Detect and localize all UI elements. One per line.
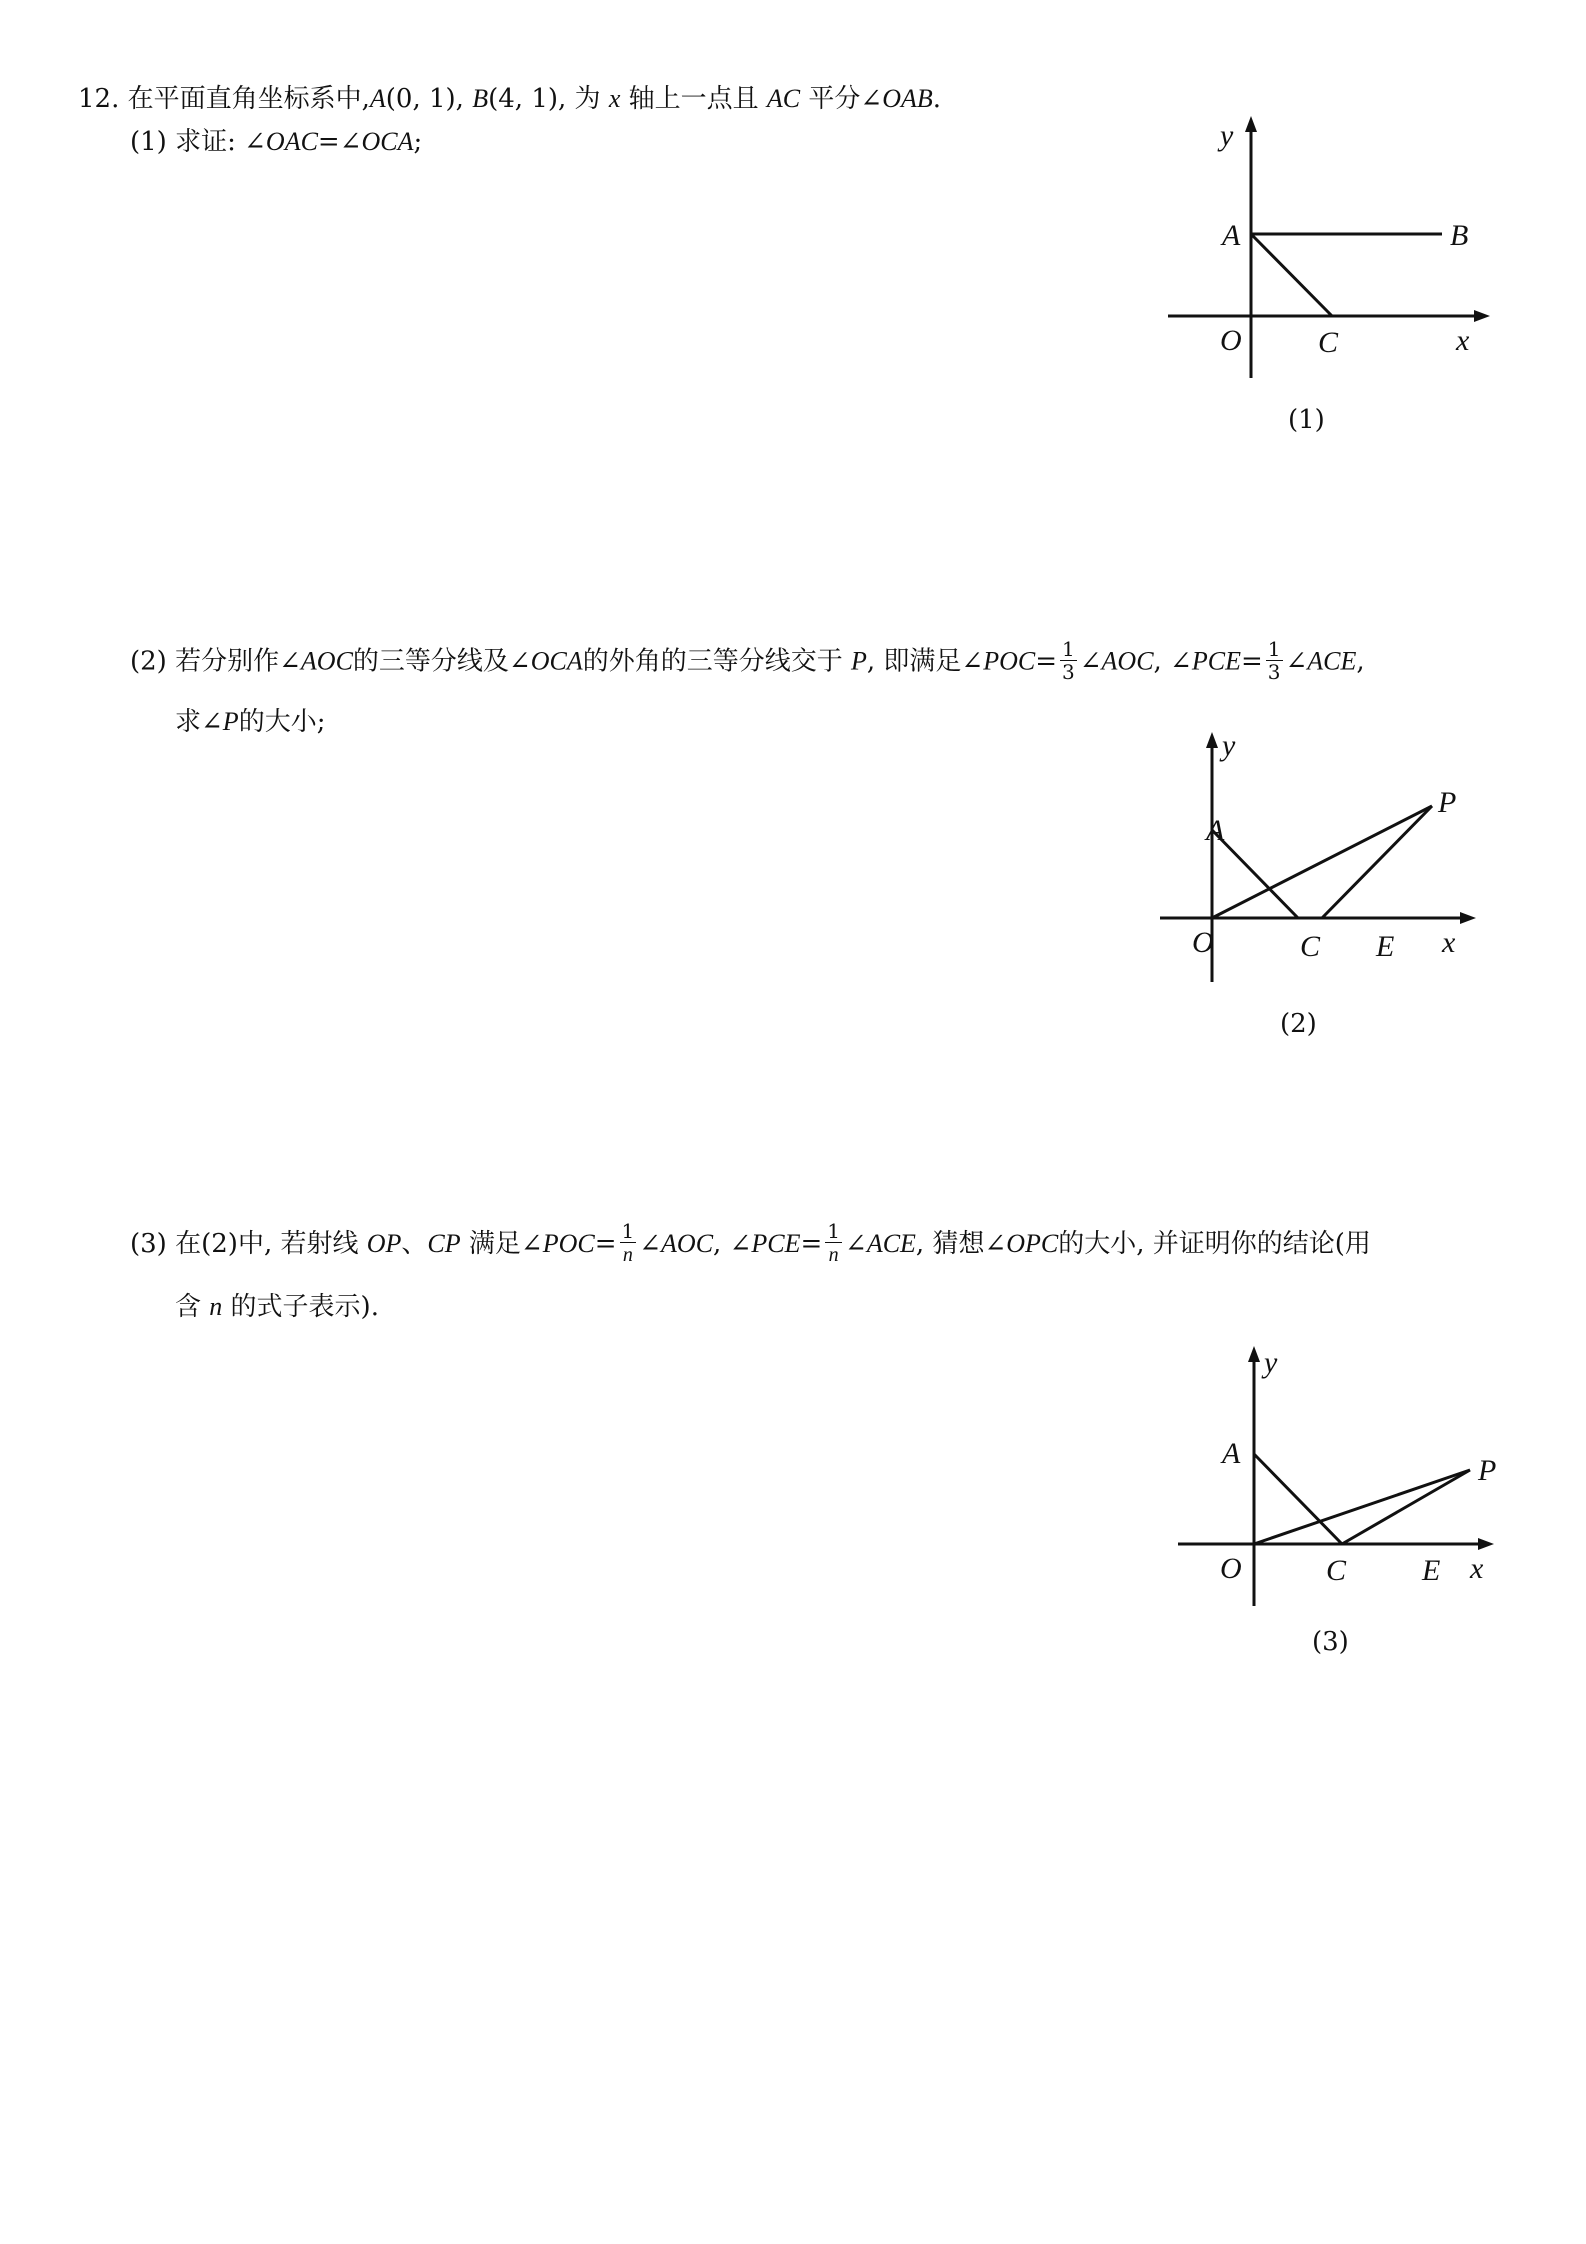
- problem-stem: [78, 82, 941, 116]
- angle-symbol: ∠: [639, 1229, 662, 1259]
- label-p: P: [1438, 786, 1457, 819]
- figure-2: [1150, 720, 1490, 1050]
- angle-oab: OAB: [882, 84, 933, 113]
- label-c: C: [1300, 930, 1321, 963]
- part2-text: , ∠: [1153, 646, 1192, 677]
- angle-pce: PCE: [751, 1229, 801, 1258]
- angle-aoc: AOC: [1101, 646, 1154, 676]
- equals: =∠: [317, 127, 362, 157]
- stem-text: 平分∠: [808, 84, 883, 114]
- part1-question: [130, 125, 422, 159]
- part3-text: 含: [175, 1292, 202, 1322]
- label-c: C: [1318, 326, 1339, 359]
- part3-text: 的式子表示).: [230, 1292, 379, 1322]
- part3-text: 在(2)中, 若射线: [175, 1229, 359, 1259]
- label-a: A: [1222, 219, 1241, 252]
- var-n: n: [209, 1292, 223, 1321]
- y-axis-arrow-icon: [1248, 1346, 1260, 1362]
- angle-oca: OCA: [530, 646, 583, 676]
- segment-ac: AC: [766, 84, 801, 113]
- part3-text: , 猜想∠: [915, 1229, 1007, 1259]
- label-y: y: [1220, 119, 1234, 152]
- angle-ace: ACE: [1307, 646, 1357, 676]
- label-e: E: [1376, 930, 1395, 963]
- part3-text: 满足∠: [468, 1229, 543, 1259]
- label-o: O: [1220, 1552, 1242, 1585]
- label-e: E: [1422, 1554, 1441, 1587]
- label-p: P: [1478, 1454, 1497, 1487]
- stem-text: 在平面直角坐标系中,: [127, 84, 370, 114]
- angle-symbol: ∠: [1079, 646, 1102, 677]
- label-a: A: [1206, 814, 1225, 847]
- point-b: B: [472, 84, 489, 113]
- part2-text: 若分别作∠: [175, 646, 301, 677]
- x-axis-arrow-icon: [1460, 912, 1476, 924]
- fraction-denominator: [825, 1243, 842, 1266]
- equals: =: [1035, 646, 1057, 677]
- label-b: B: [1450, 219, 1469, 252]
- part3-text: 的大小, 并证明你的结论(用: [1058, 1229, 1371, 1259]
- angle-aoc: AOC: [661, 1229, 714, 1258]
- angle-oca: OCA: [361, 127, 414, 156]
- figure-1: [1160, 110, 1490, 440]
- x-axis-arrow-icon: [1474, 310, 1490, 322]
- part2-text: 的外角的三等分线交于: [582, 646, 843, 677]
- part3-question-line2: [175, 1290, 379, 1324]
- part3-label: (3): [130, 1229, 167, 1259]
- label-x: x: [1442, 926, 1456, 959]
- part2-text: , 即满足∠: [866, 646, 984, 677]
- part1-label: (1): [130, 127, 167, 157]
- part2-text: 求∠: [175, 707, 223, 737]
- y-axis-arrow-icon: [1245, 116, 1257, 132]
- angle-opc: OPC: [1006, 1229, 1059, 1258]
- angle-poc: POC: [983, 646, 1036, 676]
- part2-question-line2: [175, 705, 325, 739]
- fraction-one-over-n: [620, 1220, 637, 1266]
- fraction-one-third: [1060, 638, 1077, 683]
- angle-pce: PCE: [1191, 646, 1241, 676]
- x-axis-arrow-icon: [1478, 1538, 1494, 1550]
- label-o: O: [1220, 324, 1242, 357]
- ray-cp: [1322, 806, 1432, 918]
- var-n: n: [828, 1244, 839, 1266]
- point-p: P: [850, 646, 867, 676]
- part1-text: 求证: ∠: [175, 127, 266, 157]
- fraction-numerator: 1: [1062, 637, 1075, 661]
- angle-symbol: ∠: [845, 1229, 867, 1259]
- part2-text: ,: [1356, 646, 1365, 677]
- problem-number: 12.: [78, 84, 120, 114]
- fraction-numerator: 1: [1267, 637, 1281, 661]
- part3-text: 、: [401, 1229, 428, 1259]
- label-y: y: [1222, 729, 1236, 762]
- figure-caption: (1): [1288, 405, 1325, 435]
- label-o: O: [1192, 926, 1214, 959]
- point-a: A: [369, 84, 386, 113]
- coord-a: (0, 1),: [385, 84, 464, 114]
- part1-end: ;: [413, 127, 423, 157]
- label-x: x: [1456, 324, 1470, 357]
- equals: =: [800, 1229, 823, 1259]
- angle-aoc: AOC: [300, 646, 353, 676]
- var-x: x: [608, 84, 621, 113]
- stem-text: 轴上一点且: [628, 84, 759, 114]
- y-axis-arrow-icon: [1206, 732, 1218, 748]
- angle-symbol: ∠: [1285, 646, 1308, 677]
- part3-question: [130, 1219, 1371, 1268]
- part2-text: 的三等分线及∠: [352, 646, 531, 677]
- part2-label: (2): [130, 646, 167, 677]
- fraction-one-third: [1266, 638, 1283, 683]
- figure-caption: (3): [1312, 1627, 1349, 1657]
- part2-text: 的大小;: [238, 707, 326, 737]
- segment-ac: [1212, 830, 1298, 918]
- equals: =: [594, 1229, 617, 1259]
- var-n: n: [622, 1244, 633, 1266]
- fraction-numerator: 1: [621, 1219, 635, 1243]
- coord-b: (4, 1),: [488, 84, 567, 114]
- part3-text: , ∠: [713, 1229, 752, 1259]
- segment-ac: [1251, 234, 1332, 316]
- fraction-denominator: 3: [1267, 660, 1281, 684]
- figure-caption: (2): [1280, 1009, 1317, 1039]
- equals: =: [1240, 646, 1263, 677]
- angle-ace: ACE: [866, 1229, 916, 1258]
- fraction-one-over-n: [825, 1220, 842, 1266]
- angle-poc: POC: [542, 1229, 595, 1258]
- fraction-numerator: 1: [827, 1219, 841, 1243]
- ray-op: OP: [366, 1229, 402, 1258]
- stem-text: 为: [574, 84, 601, 114]
- label-a: A: [1222, 1437, 1241, 1470]
- label-y: y: [1264, 1346, 1278, 1379]
- angle-oac: OAC: [265, 127, 318, 156]
- fraction-denominator: 3: [1062, 660, 1075, 684]
- label-c: C: [1326, 1554, 1347, 1587]
- label-x: x: [1470, 1552, 1484, 1585]
- fraction-denominator: [620, 1243, 637, 1266]
- figure-3: [1170, 1330, 1500, 1660]
- part2-question: [130, 637, 1365, 685]
- stem-end: .: [932, 84, 942, 114]
- ray-cp: CP: [427, 1229, 461, 1258]
- point-p: P: [222, 707, 239, 736]
